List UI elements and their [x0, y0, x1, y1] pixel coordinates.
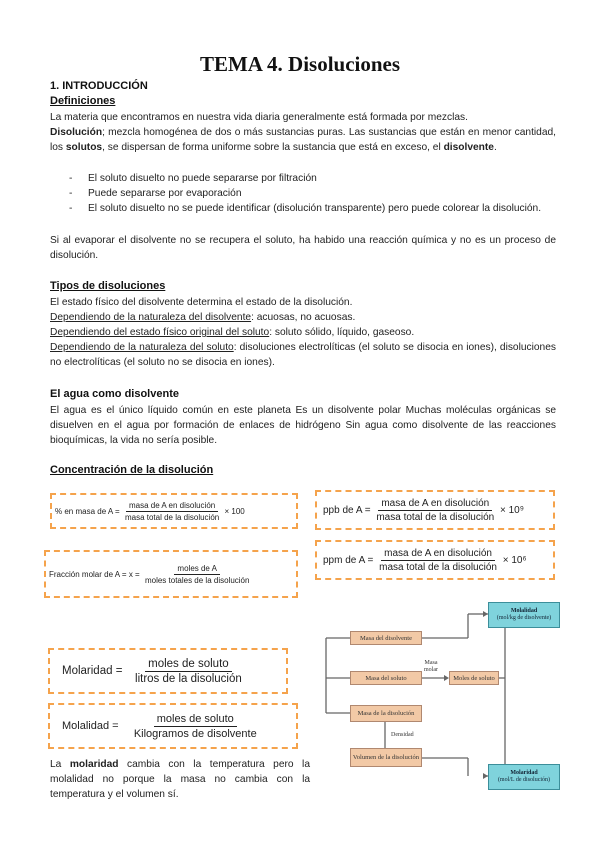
denominator: masa total de la disolución: [124, 512, 220, 522]
formula-ppm: [315, 540, 555, 580]
multiplier: × 10⁶: [502, 554, 527, 566]
text: cambia con la temperatura pero la molalidad no porque la masa no cambia con la temperatura y el volumen sí.: [50, 759, 310, 801]
text: , se dispersan de forma uniforme sobre la sustancia que está en exceso, el: [102, 142, 444, 154]
formula-label: ppm de A =: [323, 554, 374, 566]
multiplier: × 100: [224, 506, 245, 516]
underlined-text: Dependiendo de la naturaleza del soluto: [50, 342, 234, 353]
formula-label: ppb de A =: [323, 504, 371, 516]
formula-fraccion-molar: [44, 550, 298, 598]
formula-molaridad: [48, 648, 288, 694]
fraction: [142, 564, 253, 585]
intro-paragraph-1: La materia que encontramos en nuestra vida diaria generalmente está formada por mezclas.: [50, 112, 468, 123]
diagram-box-masa-soluto: Masa del soluto: [350, 671, 422, 685]
bullet-item: - El soluto disuelto no puede separarse por filtración: [69, 173, 317, 184]
numerator: moles de soluto: [145, 658, 232, 672]
text: La: [50, 759, 70, 770]
tipos-line-4: [50, 340, 556, 370]
formula-label: % en masa de A =: [55, 506, 120, 516]
numerator: masa de A en disolución: [126, 501, 218, 512]
diagram-box-volumen-disolucion: Volumen de la disolución: [350, 748, 422, 767]
diagram-box-unit: (mol/L de disolución): [497, 777, 551, 783]
formula-label: Fracción molar de A = x =: [49, 569, 140, 579]
intro-paragraph-2: [50, 125, 556, 155]
bullet-text: El soluto disuelto no se puede identificar (disolución transparente) pero puede colorear la disolución.: [88, 203, 542, 214]
formula-label: Molaridad =: [62, 665, 123, 677]
subheading-tipos: Tipos de disoluciones: [50, 280, 166, 292]
diagram-box-title: Molalidad: [510, 608, 538, 614]
diagram-box-molaridad: [488, 764, 560, 790]
denominator: masa total de la disolución: [376, 511, 495, 523]
numerator: masa de A en disolución: [381, 548, 495, 561]
denominator: moles totales de la disolución: [144, 575, 250, 585]
denominator: Kilogramos de disolvente: [133, 727, 257, 740]
term-solutos: solutos: [65, 142, 103, 154]
diagram-label-masa-molar: Masa molar: [424, 660, 438, 673]
subheading-agua: El agua como disolvente: [50, 388, 179, 400]
subheading-concentracion: Concentración de la disolución: [50, 464, 214, 476]
formula-molalidad: [48, 703, 298, 749]
concentration-diagram: [318, 600, 578, 800]
bullet-text: El soluto disuelto no puede separarse por filtración: [88, 173, 317, 184]
term-disolucion: Disolución: [50, 127, 103, 138]
fraction: [131, 713, 260, 740]
fraction: [376, 548, 500, 573]
intro-paragraph-3: Si al evaporar el disolvente no se recupera el soluto, ha habido una reacción química y no es un proceso de disolución.: [50, 235, 556, 262]
fraction: [373, 498, 497, 523]
text: .: [493, 142, 497, 154]
diagram-box-unit: (mol/kg de disolvente): [496, 615, 552, 621]
diagram-box-moles-soluto: Moles de soluto: [449, 671, 499, 685]
fraction: [132, 658, 245, 685]
numerator: masa de A en disolución: [378, 498, 492, 511]
multiplier: × 10⁹: [499, 504, 525, 516]
fraction: [122, 501, 222, 522]
denominator: litros de la disolución: [135, 672, 242, 685]
diagram-box-masa-disolucion: Masa de la disolución: [350, 705, 422, 722]
bullet-text: Puede separarse por evaporación: [88, 188, 242, 199]
numerator: moles de A: [174, 564, 220, 575]
tipos-line-1: El estado físico del disolvente determina el estado de la disolución.: [50, 297, 353, 308]
text: : disoluciones electrolíticas (el soluto se disocia en iones), disoluciones no electrolíticas (el soluto no se disocia en iones).: [50, 342, 556, 369]
diagram-box-masa-disolvente: Masa del disolvente: [350, 631, 422, 645]
bullet-item: - Puede separarse por evaporación: [69, 188, 242, 199]
section-heading-intro: 1. INTRODUCCIÓN: [50, 80, 148, 92]
numerator: moles de soluto: [154, 713, 237, 727]
bullet-item: - El soluto disuelto no se puede identificar (disolución transparente) pero puede colorear la disolución.: [69, 203, 542, 214]
page-title: TEMA 4. Disoluciones: [199, 52, 401, 76]
term-disolvente: disolvente: [443, 142, 494, 154]
formula-ppb: [315, 490, 555, 530]
subheading-definiciones: Definiciones: [50, 95, 116, 107]
denominator: masa total de la disolución: [379, 561, 497, 573]
text: : soluto sólido, líquido, gaseoso.: [269, 327, 415, 338]
text: ; mezcla homogénea de dos o más sustancias puras. Las sustancias que están en menor cantidad, los: [50, 127, 556, 154]
diagram-label-densidad: Densidad: [391, 732, 414, 738]
underlined-text: Dependiendo del estado físico original del soluto: [50, 327, 270, 338]
term-molaridad: molaridad: [69, 759, 119, 770]
text: : acuosas, no acuosas.: [251, 312, 356, 323]
underlined-text: Dependiendo de la naturaleza del disolvente: [50, 312, 252, 323]
formula-porcentaje-masa: [50, 493, 298, 529]
diagram-box-title: Molaridad: [510, 770, 538, 776]
tipos-line-2: [50, 310, 556, 325]
diagram-box-molalidad: [488, 602, 560, 628]
molaridad-note: [50, 757, 310, 803]
tipos-line-3: [50, 325, 556, 340]
formula-label: Molalidad =: [62, 720, 119, 732]
agua-paragraph: El agua es el único líquido común en este planeta Es un disolvente polar Muchas moléculas orgánicas se disuelven en el agua por formación de enlaces de hidrógeno Sin agua como disolvente de las reacciones bioquímicas, la vida no sería posible.: [50, 405, 556, 447]
